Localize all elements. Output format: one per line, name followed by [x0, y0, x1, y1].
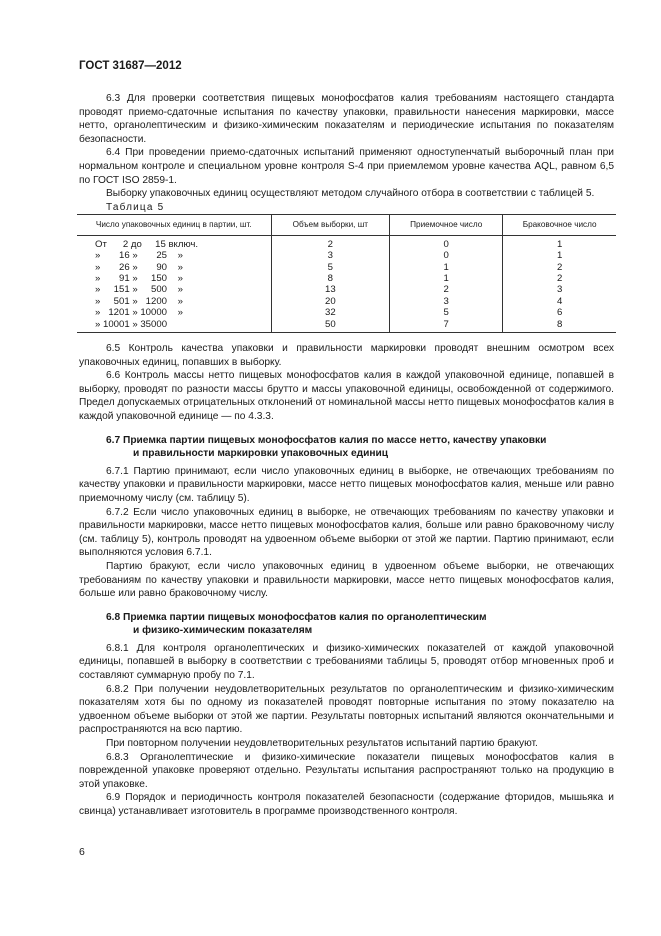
table-row — [77, 319, 616, 333]
paragraph-6-4-sampling: Выборку упаковочных единиц осуществляют методом случайного отбора в соответствии с таблицей 5. — [106, 188, 595, 200]
table-cell: 3 — [390, 296, 503, 307]
table-row — [77, 296, 616, 307]
table-cell: 1 — [503, 235, 616, 250]
paragraph-6-8-1: 6.8.1 Для контроля органолептических и физико-химических показателей от каждой упаковочной единицы, попавшей в выборку в соответствии с требованиями таблицы 5, проводят отбор мгновенных проб и составляют суммарную пробу по 7.1. — [79, 642, 614, 682]
table-cell: 1 — [503, 250, 616, 261]
table-row — [77, 284, 616, 295]
table-header-cell: Браковочное число — [503, 215, 616, 235]
paragraph-6-8-2-repeat: При повторном получении неудовлетворительных результатов испытаний партию бракуют. — [106, 738, 538, 750]
table-5 — [77, 214, 616, 333]
table-cell: 13 — [271, 284, 390, 295]
table-cell: От 2 до 15 включ. — [95, 238, 199, 250]
table-row — [77, 307, 616, 318]
table-cell: 8 — [503, 319, 616, 333]
table-cell: 2 — [271, 235, 390, 250]
document-header: ГОСТ 31687—2012 — [79, 60, 182, 72]
section-heading-line: и физико-химическим показателям — [133, 625, 313, 637]
paragraph-6-3: 6.3 Для проверки соответствия пищевых монофосфатов калия требованиям настоящего стандарта проводят приемо-сдаточные испытания по качеству упаковки, правильности нанесения маркировки, массе нетто, органолептическим и физико-химическим показателям и периодические испытания по показателям безопасности. — [79, 93, 614, 145]
section-heading-6-8 — [79, 611, 614, 638]
table-cell: 6 — [503, 307, 616, 318]
paragraph-6-7-2-reject: Партию бракуют, если число упаковочных единиц в удвоенном объеме выборки, не отвечающих требованиям по качеству упаковки и правильности маркировки, массе нетто пищевых монофосфатов калия, больше или равно браковочному числу. — [79, 560, 614, 600]
table-cell: 5 — [390, 307, 503, 318]
table-cell: 7 — [390, 319, 503, 333]
table-row — [77, 262, 616, 273]
paragraph-6-8-2: 6.8.2 При получении неудовлетворительных результатов по органолептическим и физико-химическим показателям хотя бы по одному из показателей проводят повторные испытания по этому показателю на удвоенном объеме выборки от этой же партии. Результаты повторных испытаний являются окончательными и распространяются на всю партию. — [79, 683, 614, 736]
section-heading-line: и правильности маркировки упаковочных единиц — [133, 448, 389, 460]
table-cell: 3 — [271, 250, 390, 261]
table-cell: 50 — [271, 319, 390, 333]
paragraph-6-7-2: 6.7.2 Если число упаковочных единиц в выборке, не отвечающих требованиям по качеству упаковки и правильности маркировки, массе нетто пищевых монофосфатов калия, больше или равно браковочному числу (см. таблицу 5), контроль проводят на удвоенном объеме выборки от этой же партии. Партию принимают, если выполняются условия 6.7.1. — [79, 506, 614, 559]
table-cell: 3 — [503, 284, 616, 295]
table-cell: » 16 » 25 » — [95, 250, 183, 262]
table-cell: 8 — [271, 273, 390, 284]
table-cell: 1 — [390, 273, 503, 284]
table-cell: » 1201 » 10000 » — [95, 307, 184, 319]
table-cell: 1 — [390, 262, 503, 273]
page-number: 6 — [79, 846, 85, 858]
table-row — [77, 250, 616, 261]
table-cell: » 501 » 1200 » — [95, 295, 184, 307]
paragraph-6-5: 6.5 Контроль качества упаковки и правильности маркировки проводят внешним осмотром всех упаковочных единиц, попавших в выборку. — [79, 343, 614, 368]
document-body — [79, 92, 614, 819]
table-cell: 2 — [390, 284, 503, 295]
table-row — [77, 235, 616, 250]
table-cell: 0 — [390, 250, 503, 261]
table-cell: 0 — [390, 235, 503, 250]
table-cell: 5 — [271, 262, 390, 273]
section-heading-6-7 — [79, 434, 614, 461]
table-cell: 20 — [271, 296, 390, 307]
paragraph-6-6: 6.6 Контроль массы нетто пищевых монофосфатов калия в каждой упаковочной единице, попавшей в выборку, проводят по разности массы брутто и массы упаковочной единицы, освобожденной от содержимого. Предел допускаемых отрицательных отклонений от номинальной массы нетто пищевых монофосфатов калия в каждой упаковочной единице — по 4.3.3. — [79, 370, 614, 422]
table-row — [77, 273, 616, 284]
table-cell: 2 — [503, 273, 616, 284]
table-header-row — [77, 215, 616, 235]
table-cell: 2 — [503, 262, 616, 273]
paragraph-6-4: 6.4 При проведении приемо-сдаточных испытаний применяют одноступенчатый выборочный план при нормальном контроле и специальном уровне контроля S-4 при приемлемом уровне качества AQL, равном 6,5 по ГОСТ ISO 2859-1. — [79, 147, 614, 186]
section-heading-line: 6.7 Приемка партии пищевых монофосфатов калия по массе нетто, качеству упаковки — [106, 434, 547, 446]
section-heading-line: 6.8 Приемка партии пищевых монофосфатов калия по органолептическим — [106, 611, 487, 623]
table-header-cell: Число упаковочных единиц в партии, шт. — [77, 215, 271, 235]
table-cell: 32 — [271, 307, 390, 318]
table-header-cell: Объем выборки, шт — [271, 215, 390, 235]
table-cell: » 26 » 90 » — [95, 261, 183, 273]
table-cell: » 91 » 150 » — [95, 272, 183, 284]
table-cell: » 151 » 500 » — [95, 284, 184, 296]
table-cell: 4 — [503, 296, 616, 307]
table-label: Таблица 5 — [106, 201, 165, 213]
table-cell: » 10001 » 35000 — [77, 319, 271, 333]
paragraph-6-8-3: 6.8.3 Органолептические и физико-химические показатели пищевых монофосфатов калия в поврежденной упаковке проверяют отдельно. Результаты испытания распространяют только на продукцию в этой упаковке. — [79, 751, 614, 790]
paragraph-6-7-1: 6.7.1 Партию принимают, если число упаковочных единиц в выборке, не отвечающих требованиям по качеству упаковки и правильности маркировки, массе нетто пищевых монофосфатов калия, меньше или равно приемочному числу (см. таблицу 5). — [79, 465, 614, 504]
table-header-cell: Приемочное число — [390, 215, 503, 235]
paragraph-6-9: 6.9 Порядок и периодичность контроля показателей безопасности (содержание фторидов, мышьяка и свинца) устанавливает изготовитель в программе производственного контроля. — [79, 792, 614, 817]
